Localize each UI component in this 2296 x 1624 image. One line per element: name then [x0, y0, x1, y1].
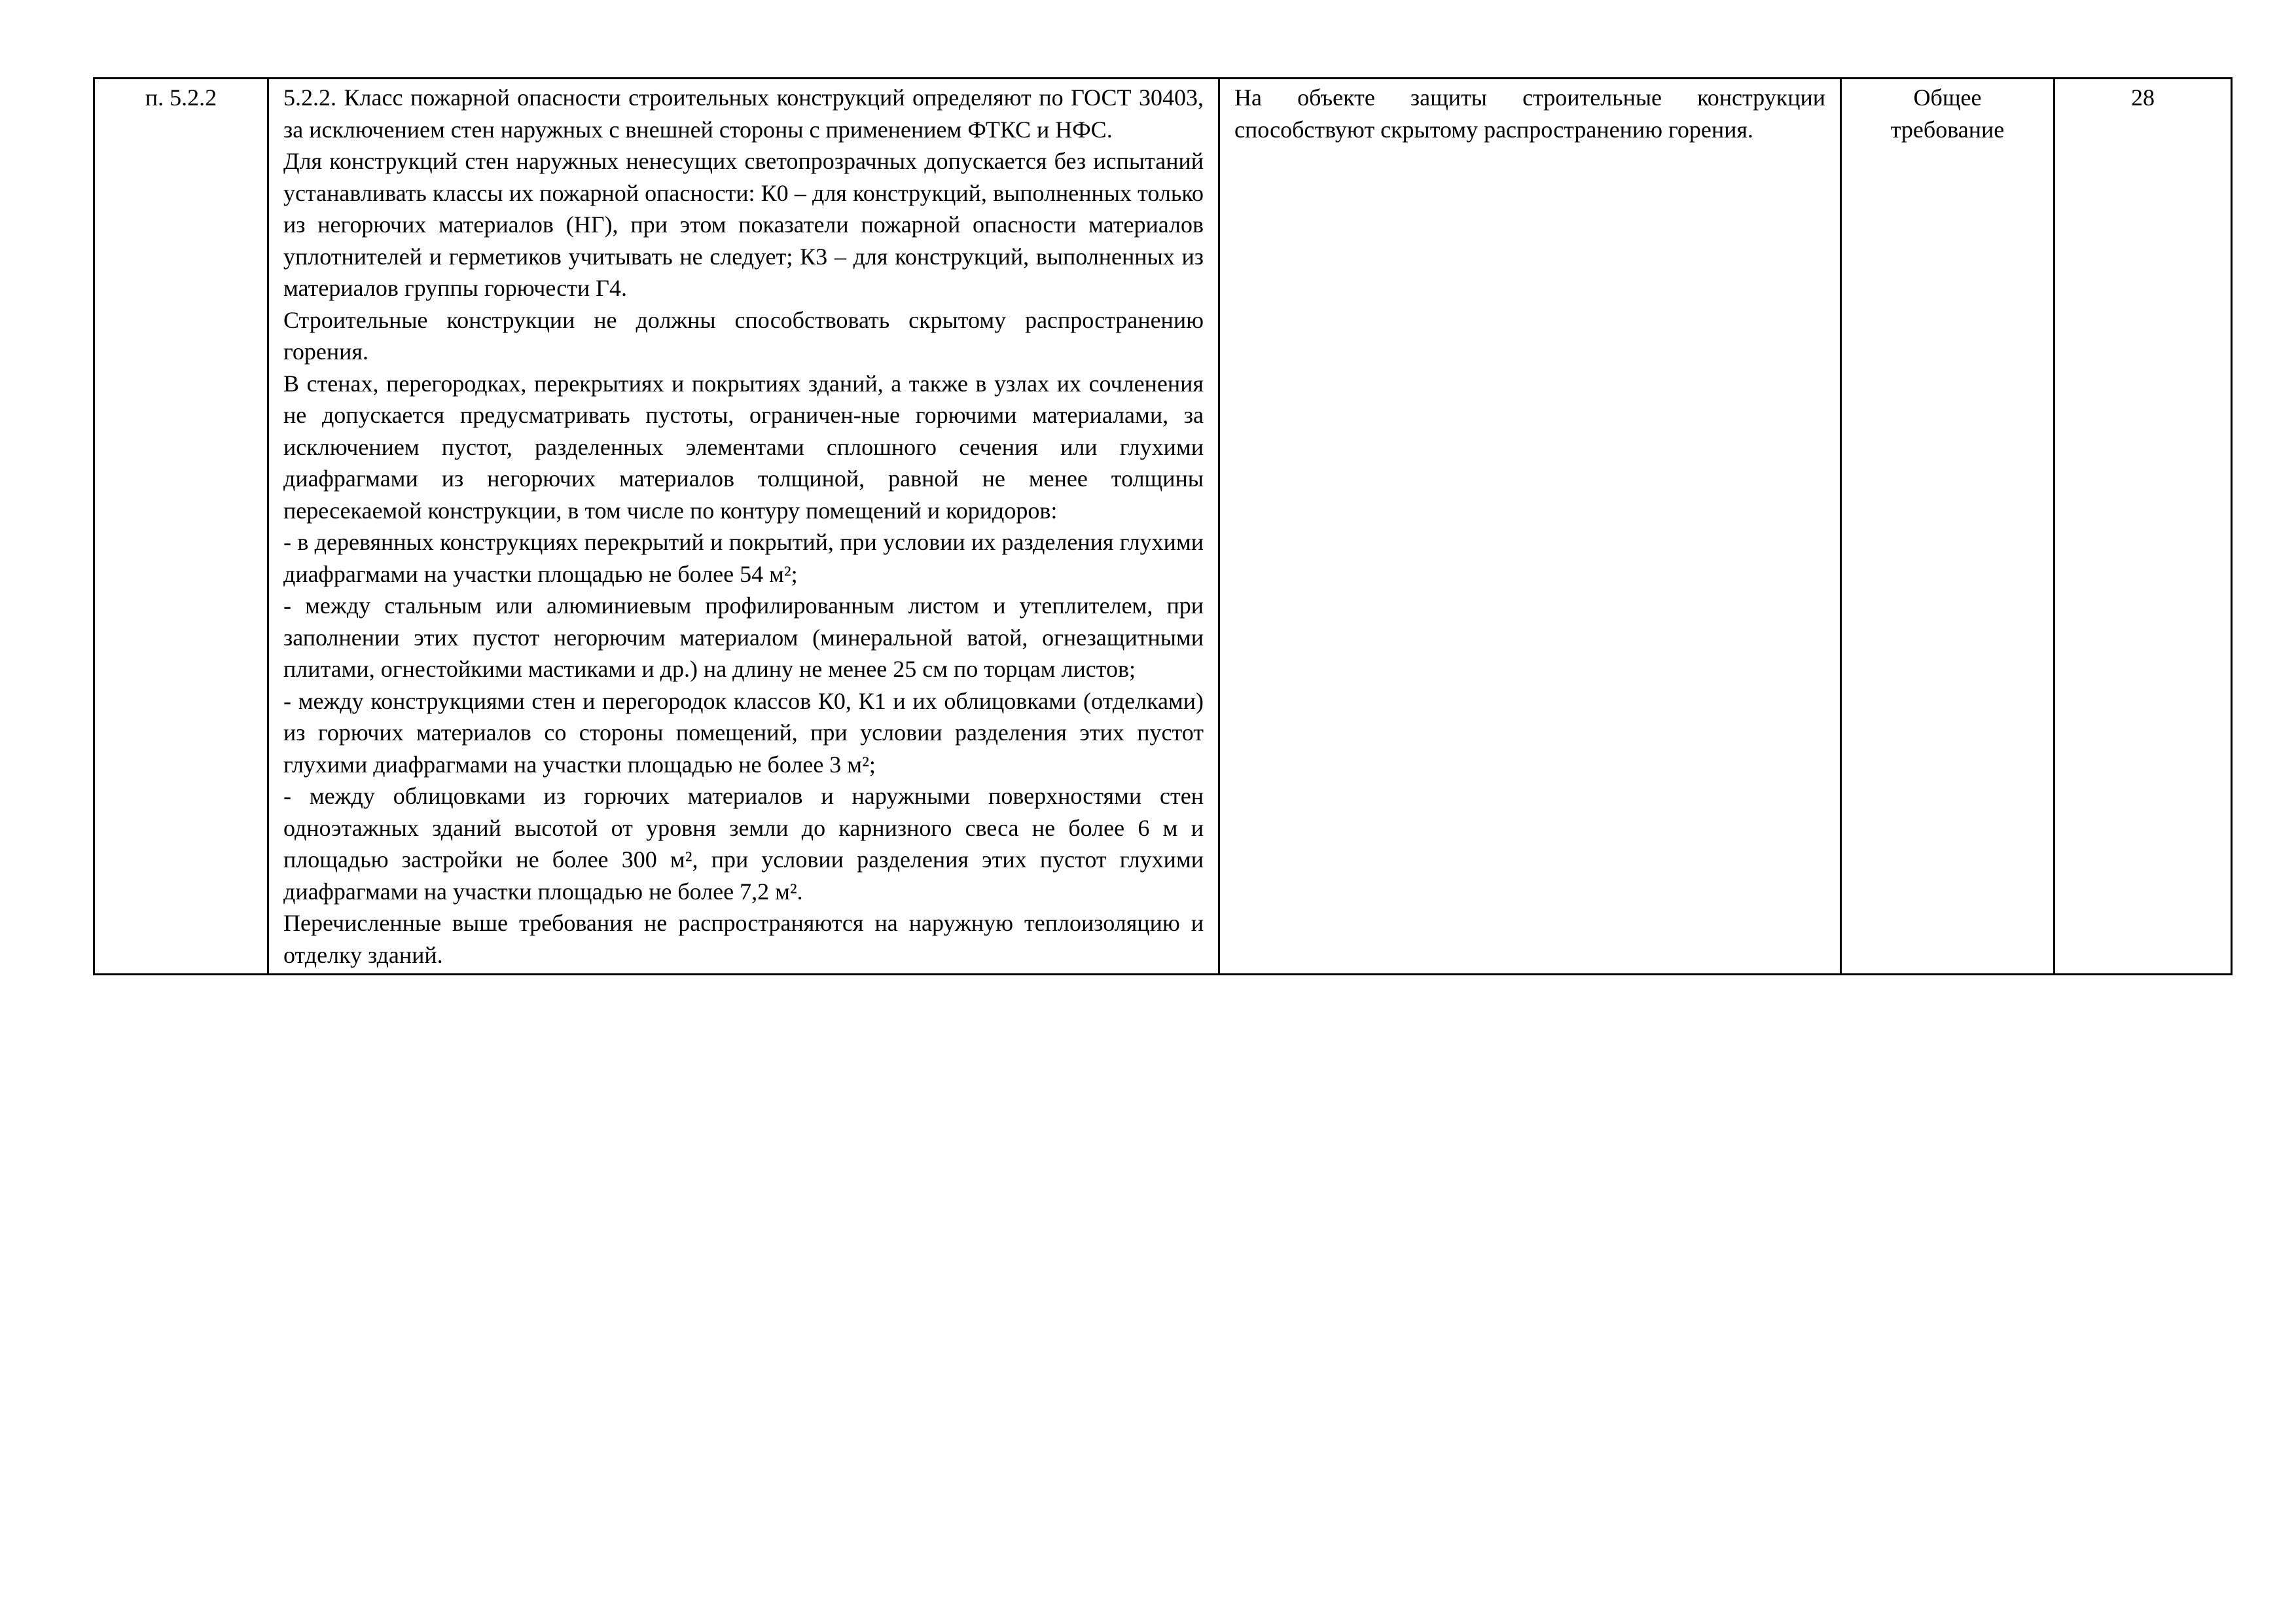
requirement-type-line-1: Общее — [1913, 84, 1982, 111]
requirements-table — [93, 77, 2233, 975]
violation-note-cell — [1219, 79, 1841, 975]
requirement-paragraph: - в деревянных конструкциях перекрытий и покрытий, при условии их разделения глухими диафрагмами на участки площадью не более 54 м²; — [283, 529, 1204, 587]
clause-reference: п. 5.2.2 — [145, 84, 217, 111]
requirement-paragraph: - между стальным или алюминиевым профилированным листом и утеплителем, при заполнении этих пустот негорючим материалом (минеральной ватой, огнезащитными плитами, огнестойкими мастиками и др.) на длину не менее 25 см по торцам листов; — [283, 592, 1204, 682]
item-number-cell — [2054, 79, 2232, 975]
item-number: 28 — [2131, 84, 2155, 111]
requirement-text-cell — [268, 79, 1219, 975]
requirement-paragraph: В стенах, перегородках, перекрытиях и покрытиях зданий, а также в узлах их сочленения не допускается предусматривать пустоты, ограничен-ные горючими материалами, за исключением пустот, разделенных элементами сплошного сечения или глухими диафрагмами из негорючих материалов толщиной, равной не менее толщины пересекаемой конструкции, в том числе по контуру помещений и коридоров: — [283, 370, 1204, 524]
requirement-type-cell — [1841, 79, 2054, 975]
table-row — [94, 79, 2232, 975]
requirement-paragraph: Строительные конструкции не должны способствовать скрытому распространению горения. — [283, 306, 1204, 365]
requirement-paragraph: - между облицовками из горючих материалов и наружными поверхностями стен одноэтажных зданий высотой от уровня земли до карнизного свеса не более 6 м и площадью застройки не более 300 м², при условии разделения этих пустот глухими диафрагмами на участки площадью не более 7,2 м². — [283, 783, 1204, 905]
requirement-paragraph: - между конструкциями стен и перегородок классов К0, К1 и их облицовками (отделками) из горючих материалов со стороны помещений, при условии разделения этих пустот глухими диафрагмами на участки площадью не более 3 м²; — [283, 687, 1204, 778]
requirement-paragraph: Перечисленные выше требования не распространяются на наружную теплоизоляцию и отделку зданий. — [283, 910, 1204, 968]
requirement-paragraph: 5.2.2. Класс пожарной опасности строительных конструкций определяют по ГОСТ 30403, за исключением стен наружных с внешней стороны с применением ФТКС и НФС. — [283, 84, 1204, 143]
clause-reference-cell — [94, 79, 268, 975]
requirement-paragraph: Для конструкций стен наружных ненесущих светопрозрачных допускается без испытаний устанавливать классы их пожарной опасности: К0 – для конструкций, выполненных только из негорючих материалов (НГ), при этом показатели пожарной опасности материалов уплотнителей и герметиков учитывать не следует; К3 – для конструкций, выполненных из материалов группы горючести Г4. — [283, 148, 1204, 301]
violation-note: На объекте защиты строительные конструкции способствуют скрытому распространению горения. — [1234, 84, 1825, 143]
requirement-type-line-2: требование — [1890, 116, 2005, 143]
